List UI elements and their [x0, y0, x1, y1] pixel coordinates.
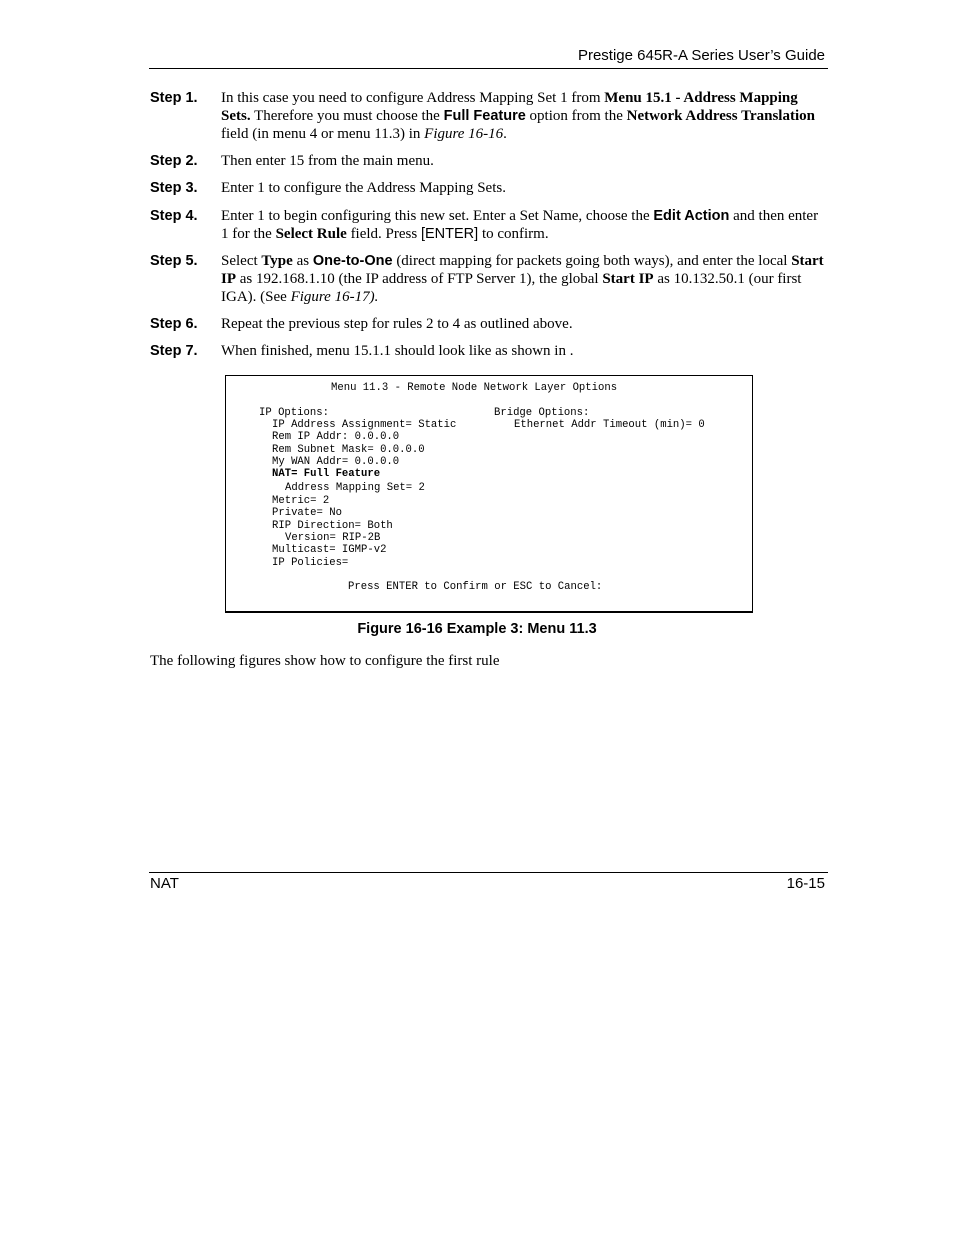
version-field: Version= RIP-2B [285, 532, 381, 544]
step-text [221, 207, 827, 243]
my-wan-field: My WAN Addr= 0.0.0.0 [272, 456, 400, 468]
step-text [221, 252, 827, 306]
text-run: field (in menu 4 or menu 11.3) in [221, 126, 425, 142]
footer-rule [149, 872, 828, 873]
footer-section-name: NAT [150, 875, 179, 892]
text-run: and then enter 1 for the [221, 208, 819, 242]
key-name: [ENTER] [420, 226, 479, 242]
metric-field: Metric= 2 [272, 495, 330, 507]
body-paragraph: The following figures show how to configure the first rule [150, 653, 500, 669]
step-label: Step 1. [150, 90, 198, 106]
step-text [221, 89, 827, 143]
page-header-title: Prestige 645R-A Series User’s Guide [577, 47, 825, 64]
ip-assignment-field: IP Address Assignment= Static [272, 419, 457, 431]
option-name: One-to-One [312, 253, 393, 269]
step-label: Step 5. [150, 253, 198, 269]
field-name: Select Rule [275, 226, 347, 242]
step-text: When finished, menu 15.1.1 should look like as shown in . [221, 343, 574, 359]
menu-reference: Menu 15.1 - Address Mapping Sets. [221, 90, 798, 124]
text-run: In this case you need to configure Address Mapping Set 1 from [221, 90, 605, 106]
step-label: Step 6. [150, 316, 198, 332]
figure-reference: Figure 16-16 [424, 126, 504, 142]
option-name: Edit Action [653, 208, 730, 224]
step-label: Step 4. [150, 208, 198, 224]
footer-page-number: 16-15 [786, 875, 825, 892]
private-field: Private= No [272, 507, 342, 519]
mapping-set-field: Address Mapping Set= 2 [285, 482, 425, 494]
text-run: to confirm. [478, 226, 549, 242]
multicast-field: Multicast= IGMP-v2 [272, 544, 387, 556]
rem-ip-field: Rem IP Addr: 0.0.0.0 [272, 431, 400, 443]
terminal-screen [225, 375, 753, 613]
text-run: (direct mapping for packets going both ways), and enter the local [392, 253, 792, 269]
bridge-options-heading: Bridge Options: [494, 407, 590, 419]
ip-policies-field: IP Policies= [272, 557, 349, 569]
text-run: as 10.132.50.1 (our first IGA). (See [221, 271, 802, 305]
step-label: Step 2. [150, 153, 198, 169]
rip-direction-field: RIP Direction= Both [272, 520, 393, 532]
option-name: Full Feature [443, 108, 526, 124]
confirm-prompt: Press ENTER to Confirm or ESC to Cancel: [348, 581, 603, 593]
step-text: Enter 1 to configure the Address Mapping Sets. [221, 180, 506, 196]
field-name: Type [261, 253, 293, 269]
text-run: Select [221, 253, 262, 269]
field-name: Start IP [602, 271, 654, 287]
nat-field: NAT= Full Feature [272, 468, 381, 480]
field-name: Start IP [221, 253, 824, 287]
text-run: Enter 1 to begin configuring this new set. Enter a Set Name, choose the [221, 208, 654, 224]
figure-caption: Figure 16-16 Example 3: Menu 11.3 [357, 621, 597, 637]
text-run: Therefore you must choose the [250, 108, 444, 124]
figure-reference: Figure 16-17). [290, 289, 379, 305]
menu-title: Menu 11.3 - Remote Node Network Layer Options [331, 382, 618, 394]
rem-subnet-field: Rem Subnet Mask= 0.0.0.0 [272, 444, 425, 456]
step-text: Then enter 15 from the main menu. [221, 153, 434, 169]
ethernet-timeout-field: Ethernet Addr Timeout (min)= 0 [514, 419, 705, 431]
text-run: field. Press [346, 226, 421, 242]
text-run: . [503, 126, 507, 142]
step-label: Step 3. [150, 180, 198, 196]
ip-options-heading: IP Options: [259, 407, 329, 419]
field-name: Network Address Translation [626, 108, 815, 124]
text-run: as 192.168.1.10 (the IP address of FTP Server 1), the global [236, 271, 603, 287]
step-text: Repeat the previous step for rules 2 to 4 as outlined above. [221, 316, 573, 332]
text-run: as [292, 253, 313, 269]
header-rule [149, 68, 828, 69]
text-run: option from the [525, 108, 627, 124]
step-label: Step 7. [150, 343, 198, 359]
